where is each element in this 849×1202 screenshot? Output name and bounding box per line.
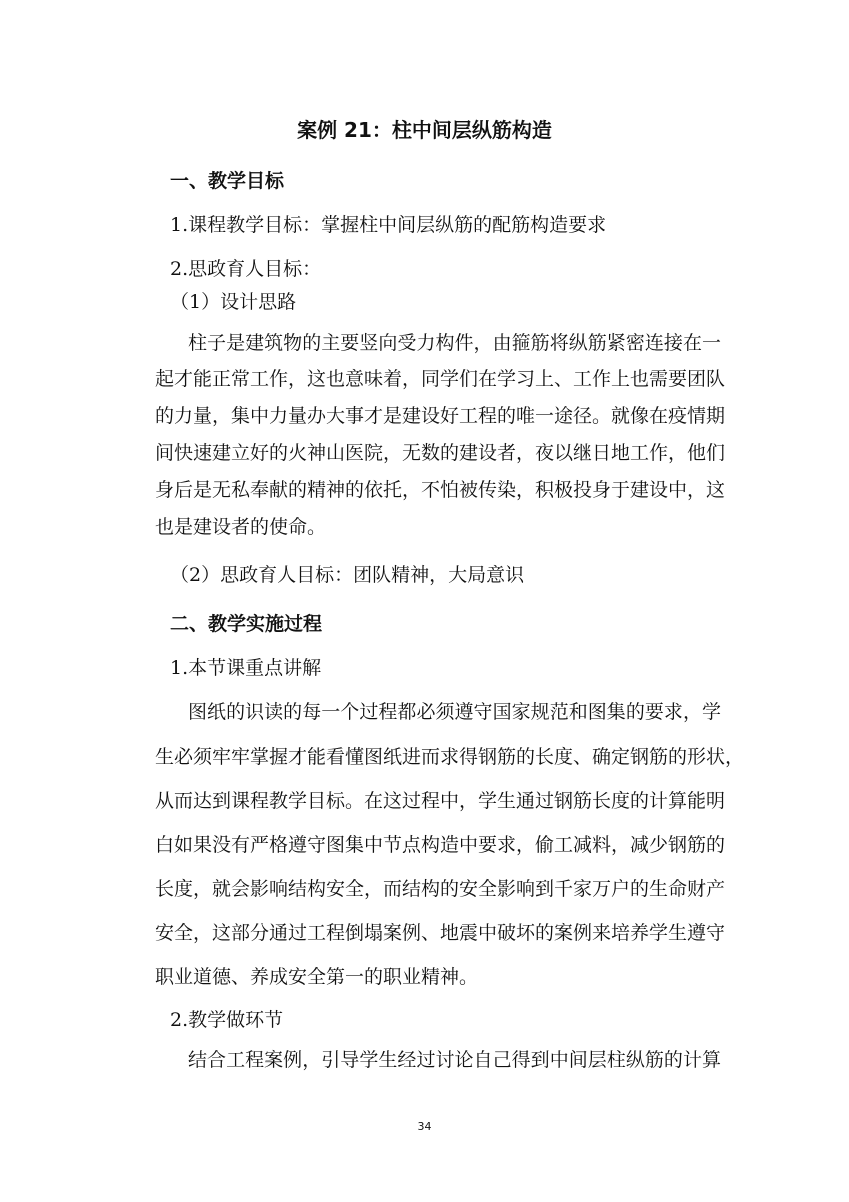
process-item-1: 1.本节课重点讲解 <box>170 657 322 679</box>
process-item-2: 2.教学做环节 <box>170 1009 284 1031</box>
paragraph-line: 图纸的识读的每一个过程都必须遵守国家规范和图集的要求，学 <box>188 701 721 723</box>
paragraph-line: 白如果没有严格遵守图集中节点构造中要求，偷工减料，减少钢筋的 <box>155 834 726 856</box>
paragraph-line: 起才能正常工作，这也意味着，同学们在学习上、工作上也需要团队 <box>155 368 726 390</box>
page-number: 34 <box>417 1120 432 1133</box>
document-title: 案例 21：柱中间层纵筋构造 <box>297 118 552 142</box>
paragraph-line: 职业道德、养成安全第一的职业精神。 <box>155 966 479 988</box>
paragraph-line: 结合工程案例，引导学生经过讨论自己得到中间层柱纵筋的计算 <box>188 1049 721 1071</box>
paragraph-line: 生必须牢牢掌握才能看懂图纸进而求得钢筋的长度、确定钢筋的形状， <box>155 746 745 768</box>
paragraph-line: 也是建设者的使命。 <box>155 516 327 538</box>
paragraph-line: 身后是无私奉献的精神的依托，不怕被传染，积极投身于建设中，这 <box>155 479 726 501</box>
paragraph-line: 从而达到课程教学目标。在这过程中，学生通过钢筋长度的计算能明 <box>155 790 726 812</box>
paragraph-line: 柱子是建筑物的主要竖向受力构件，由箍筋将纵筋紧密连接在一 <box>188 332 721 354</box>
paragraph-line: 长度，就会影响结构安全，而结构的安全影响到千家万户的生命财产 <box>155 878 726 900</box>
paragraph-line: 安全，这部分通过工程倒塌案例、地震中破坏的案例来培养学生遵守 <box>155 922 726 944</box>
objective-item-2: 2.思政育人目标： <box>170 258 322 280</box>
paragraph-line: 间快速建立好的火神山医院，无数的建设者，夜以继日地工作，他们 <box>155 442 726 464</box>
sub-item-objective: （2）思政育人目标：团队精神，大局意识 <box>170 564 525 586</box>
sub-item-design-idea: （1）设计思路 <box>170 291 297 313</box>
section-heading-2: 二、教学实施过程 <box>170 613 323 635</box>
objective-item-1: 1.课程教学目标：掌握柱中间层纵筋的配筋构造要求 <box>170 214 607 236</box>
section-heading-1: 一、教学目标 <box>170 170 285 192</box>
paragraph-line: 的力量，集中力量办大事才是建设好工程的唯一途径。就像在疫情期 <box>155 405 726 427</box>
